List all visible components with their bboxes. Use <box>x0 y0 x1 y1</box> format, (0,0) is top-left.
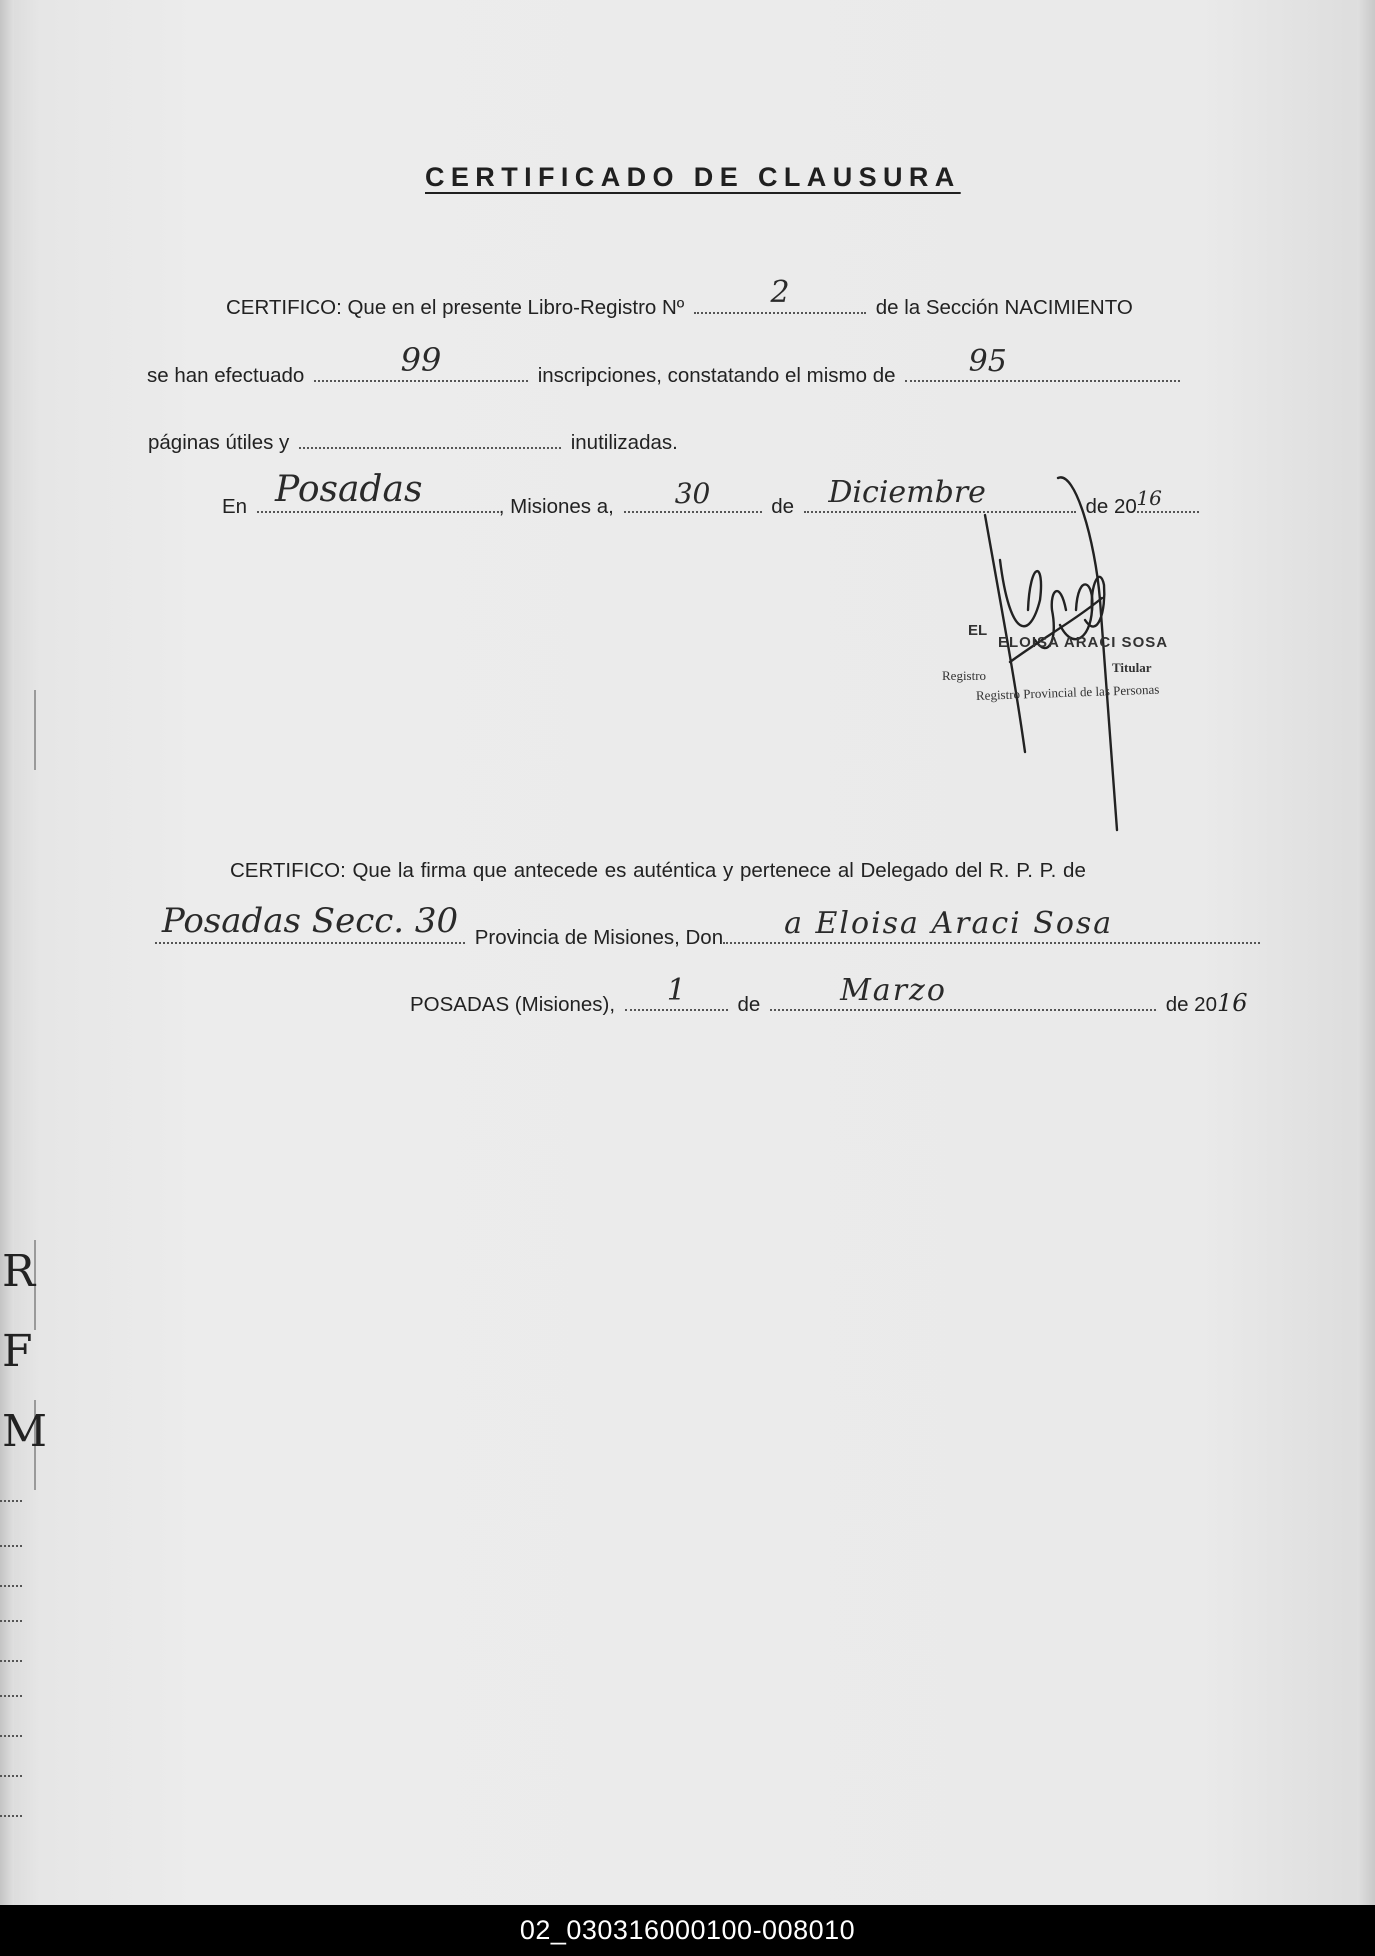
text-segment: CERTIFICO: Que la firma que antecede es auténtica y pertenece al Delegado del R. P. P. de <box>230 859 1086 882</box>
margin-fragment-mark: F <box>2 1326 33 1377</box>
text-segment: de la Sección NACIMIENTO <box>875 296 1133 319</box>
handwritten-libro-number: 2 <box>770 275 790 310</box>
document-title: CERTIFICADO DE CLAUSURA <box>425 162 961 192</box>
text-segment: POSADAS (Misiones), <box>410 993 616 1016</box>
handwritten-dia-2: 1 <box>666 973 686 1008</box>
stamp-line: EL <box>968 622 988 639</box>
stamp-line: Registro <box>942 668 987 683</box>
handwritten-paginas: 95 <box>968 344 1007 379</box>
text-segment: CERTIFICO: Que en el presente Libro-Registro Nº <box>226 296 685 319</box>
handwritten-mes-2: Marzo <box>840 973 947 1008</box>
mes-field-2 <box>770 973 1156 1011</box>
seccional-field <box>155 901 465 944</box>
text-segment: de 20 <box>1085 495 1137 518</box>
handwritten-lugar: Posadas <box>275 469 423 510</box>
delegado-line <box>155 901 1260 950</box>
text-segment: inscripciones, constatando el mismo de <box>537 364 896 387</box>
text-segment: se han efectuado <box>147 364 305 387</box>
document-code-footer: 02_030316000100-008010 <box>0 1905 1375 1956</box>
handwritten-seccional: Posadas Secc. 30 <box>161 901 459 941</box>
text-segment: de <box>771 495 795 518</box>
certifico-firma-line <box>230 859 1086 883</box>
margin-fragment-mark: R <box>2 1246 36 1297</box>
text-segment: En <box>222 495 248 518</box>
stamp-title: Titular <box>1112 660 1152 675</box>
posadas-fecha-line <box>410 973 1248 1017</box>
handwritten-anio: 16 <box>1136 486 1162 510</box>
handwritten-inscripciones: 99 <box>400 341 442 379</box>
dia-field-2 <box>625 973 728 1011</box>
text-segment: de 20 <box>1165 993 1217 1016</box>
handwritten-dia: 30 <box>674 477 711 510</box>
stamp-registry: Registro Provincial de las Personas <box>975 681 1160 703</box>
text-segment: , Misiones a, <box>498 495 614 518</box>
text-segment: de <box>737 993 761 1016</box>
margin-fragment-mark: M <box>2 1406 48 1457</box>
text-segment: Provincia de Misiones, Don <box>474 926 724 949</box>
handwritten-nombre: a Eloisa Araci Sosa <box>784 906 1114 941</box>
text-segment: inutilizadas. <box>570 431 678 454</box>
stamp-name: ELOISA ARACI SOSA <box>998 634 1169 651</box>
nombre-field <box>723 906 1260 944</box>
handwritten-anio-2: 16 <box>1217 989 1248 1017</box>
handwritten-mes: Diciembre <box>828 475 986 510</box>
text-segment: páginas útiles y <box>148 431 290 454</box>
